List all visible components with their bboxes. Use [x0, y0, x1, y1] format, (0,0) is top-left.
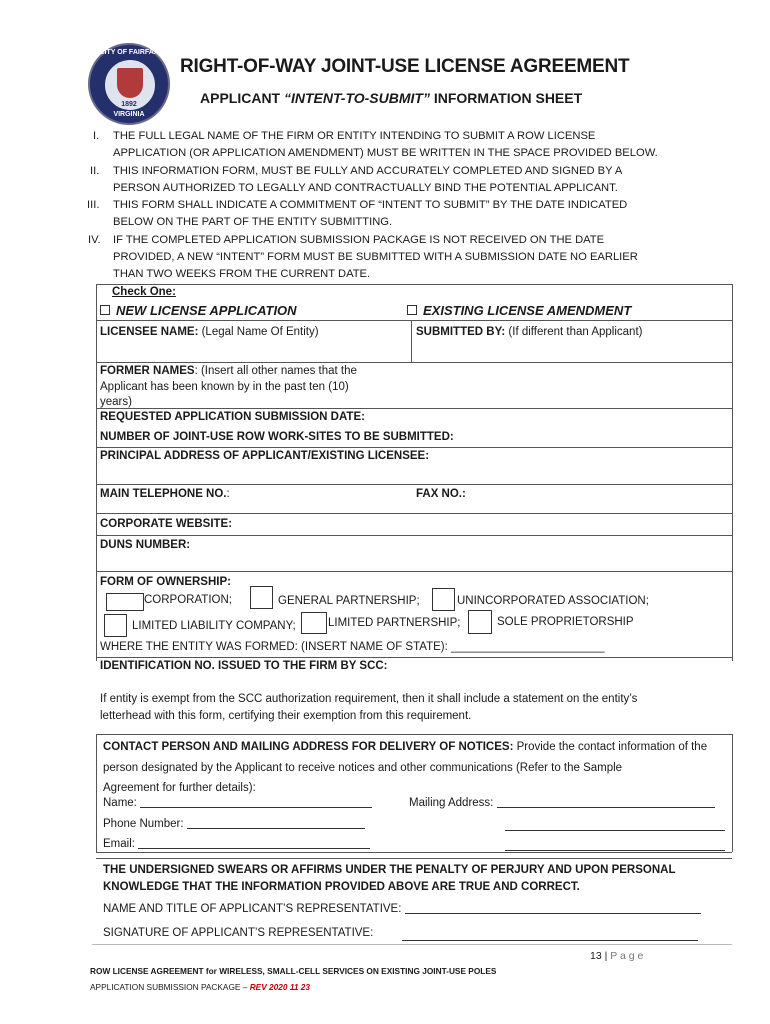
instruction-item: II. THIS INFORMATION FORM, MUST BE FULLY AND ACCURATELY COMPLETED AND SIGNED BY A PERSON AUTHORIZED TO LEGALLY AND CONTRACTUALLY BIND THE POTENTIAL APPLICANT. [90, 164, 623, 194]
check-one-label: Check One: [112, 286, 176, 298]
ownership-general-partnership-label: GENERAL PARTNERSHIP; [278, 595, 420, 607]
scc-note: If entity is exempt from the SCC authorization requirement, then it shall include a statement on the entity’s letterhead with this form, certifying their exemption from this requirement. [100, 693, 638, 722]
form-border-right [732, 284, 733, 661]
fax-field[interactable]: FAX NO.: [416, 488, 466, 500]
instructions-list [87, 128, 733, 284]
footer-doc-title: ROW LICENSE AGREEMENT for WIRELESS, SMALL-CELL SERVICES ON EXISTING JOINT-USE POLES [90, 966, 497, 976]
checkbox-unincorporated[interactable] [432, 588, 455, 611]
divider [96, 484, 732, 485]
divider [96, 734, 732, 735]
affirmation-statement: THE UNDERSIGNED SWEARS OR AFFIRMS UNDER THE PENALTY OF PERJURY AND UPON PERSONAL KNOWLEDGE THAT THE INFORMATION PROVIDED ABOVE ARE TRUE AND CORRECT. [103, 864, 676, 893]
instruction-item: III. THIS FORM SHALL INDICATE A COMMITMENT OF “INTENT TO SUBMIT” BY THE DATE INDICATED BELOW ON THE PART OF THE ENTITY SUBMITTING. [87, 199, 628, 229]
checkbox-corporation[interactable] [106, 593, 144, 611]
requested-date-field[interactable]: REQUESTED APPLICATION SUBMISSION DATE: [100, 411, 365, 423]
divider [96, 447, 732, 448]
seal-top-text: CITY OF FAIRFAX [99, 49, 159, 56]
contact-mailing-field[interactable]: Mailing Address: [409, 797, 715, 809]
divider [92, 944, 732, 945]
checkbox-llc[interactable] [104, 614, 127, 637]
ownership-sole-label: SOLE PROPRIETORSHIP [497, 616, 634, 628]
checkbox-limited-partnership[interactable] [301, 612, 327, 634]
former-names-field[interactable]: FORMER NAMES: (Insert all other names that the Applicant has been known by in the past ten (10) years) [100, 365, 357, 408]
representative-name-title-field[interactable]: NAME AND TITLE OF APPLICANT’S REPRESENTATIVE: [103, 903, 701, 915]
seal-bottom-text: VIRGINIA [113, 111, 145, 118]
option-existing-amendment[interactable]: EXISTING LICENSE AMENDMENT [407, 303, 631, 318]
contact-mailing-line-2[interactable] [505, 818, 725, 831]
checkbox-general-partnership[interactable] [250, 586, 273, 609]
seal-year: 1892 [121, 101, 137, 108]
ownership-unincorporated-label: UNINCORPORATED ASSOCIATION; [457, 595, 649, 607]
contact-name-field[interactable]: Name: [103, 797, 372, 809]
form-border-top [96, 284, 732, 285]
checkbox-sole-proprietorship[interactable] [468, 610, 492, 634]
page-number: 13 | P a g e [590, 950, 644, 962]
checkbox-new-license[interactable] [100, 305, 110, 315]
instruction-item: I. THE FULL LEGAL NAME OF THE FIRM OR ENTITY INTENDING TO SUBMIT A ROW LICENSE APPLICATION (OR APPLICATION AMENDMENT) MUST BE WRITTEN IN THE SPACE PROVIDED BELOW. [93, 130, 658, 160]
divider [96, 734, 97, 852]
divider [411, 320, 412, 362]
signature-line[interactable] [402, 928, 698, 941]
scc-id-field[interactable]: IDENTIFICATION NO. ISSUED TO THE FIRM BY SCC: [100, 660, 388, 672]
ownership-llc-label: LIMITED LIABILITY COMPANY; [132, 620, 296, 632]
divider [96, 571, 732, 572]
principal-address-field[interactable]: PRINCIPAL ADDRESS OF APPLICANT/EXISTING LICENSEE: [100, 450, 430, 462]
duns-field[interactable]: DUNS NUMBER: [100, 539, 191, 551]
page-title: RIGHT-OF-WAY JOINT-USE LICENSE AGREEMENT [180, 56, 630, 77]
ownership-corporation-label: CORPORATION; [144, 594, 232, 606]
website-field[interactable]: CORPORATE WEBSITE: [100, 518, 233, 530]
submitted-by-field[interactable]: SUBMITTED BY: (If different than Applicant) [416, 326, 643, 338]
instruction-item: IV. IF THE COMPLETED APPLICATION SUBMISSION PACKAGE IS NOT RECEIVED ON THE DATE PROVIDED, A NEW “INTENT” FORM MUST BE SUBMITTED WITH A SUBMISSION DATE NO EARLIER THAN TWO WEEKS FROM THE CURRENT DATE. [88, 233, 638, 281]
form-border-left [96, 284, 97, 661]
contact-mailing-line-3[interactable] [505, 838, 725, 851]
divider [96, 858, 732, 859]
licensee-name-field[interactable]: LICENSEE NAME: (Legal Name Of Entity) [100, 326, 319, 338]
contact-email-field[interactable]: Email: [103, 838, 370, 850]
number-sites-field[interactable]: NUMBER OF JOINT-USE ROW WORK-SITES TO BE SUBMITTED: [100, 431, 454, 443]
divider [96, 535, 732, 536]
checkbox-existing-amendment[interactable] [407, 305, 417, 315]
footer-package: APPLICATION SUBMISSION PACKAGE – REV 2020 11 23 [90, 982, 310, 992]
divider [96, 362, 732, 363]
page-subtitle: APPLICANT “INTENT-TO-SUBMIT” INFORMATION SHEET [200, 90, 583, 106]
formed-where-field[interactable]: WHERE THE ENTITY WAS FORMED: (INSERT NAME OF STATE): ________________________ [100, 641, 605, 653]
main-phone-field[interactable]: MAIN TELEPHONE NO.: [100, 488, 230, 500]
option-new-license[interactable]: NEW LICENSE APPLICATION [100, 303, 297, 318]
seal-shield-icon [117, 68, 143, 98]
contact-section: CONTACT PERSON AND MAILING ADDRESS FOR DELIVERY OF NOTICES: Provide the contact information of the person designated by the Applicant to receive notices and other communications (Refer to the Sample Agreement for further details): [103, 741, 708, 794]
divider [96, 852, 732, 853]
divider [96, 657, 732, 658]
divider [96, 513, 732, 514]
ownership-label: FORM OF OWNERSHIP: [100, 576, 231, 588]
contact-phone-field[interactable]: Phone Number: [103, 818, 365, 830]
representative-signature-field[interactable]: SIGNATURE OF APPLICANT’S REPRESENTATIVE: [103, 927, 374, 939]
ownership-lp-label: LIMITED PARTNERSHIP; [328, 617, 461, 629]
divider [96, 320, 732, 321]
city-seal-logo [88, 43, 170, 125]
